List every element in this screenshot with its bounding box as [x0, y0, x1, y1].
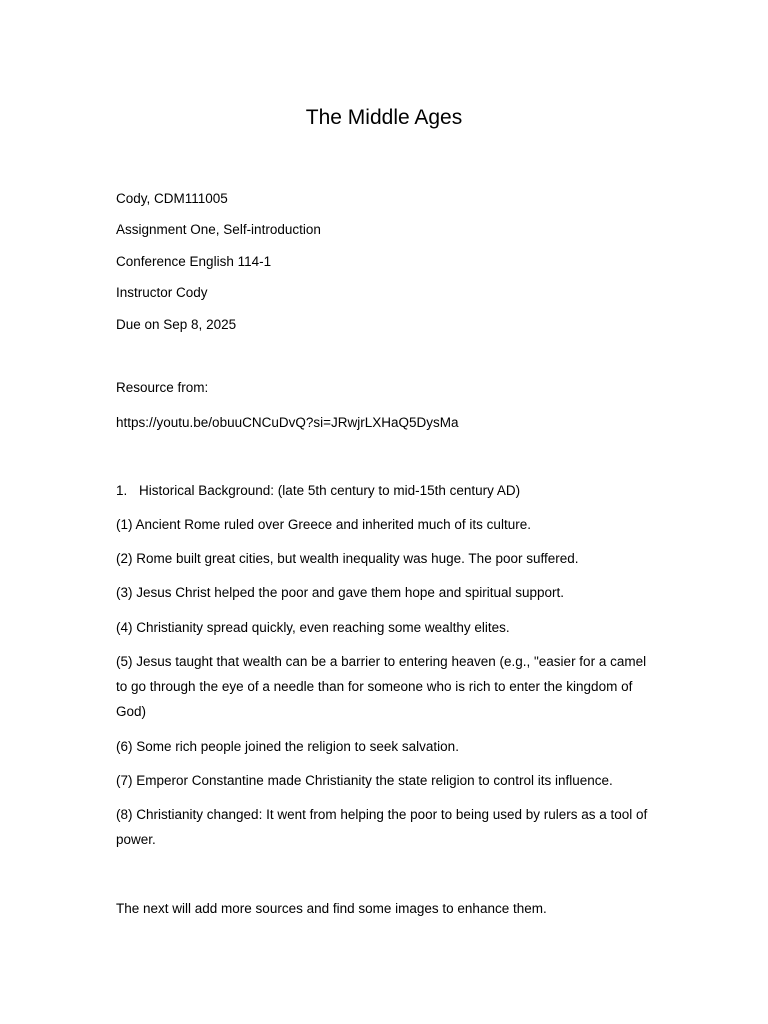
point-1: (1) Ancient Rome ruled over Greece and inherited much of its culture.: [116, 517, 531, 532]
header-line-course: Conference English 114-1: [116, 254, 272, 269]
resource-label: Resource from:: [116, 380, 209, 395]
point-8: (8) Christianity changed: It went from helping the poor to being used by rulers as a tool of power.: [116, 807, 648, 847]
section-heading: [116, 478, 656, 503]
section-number: 1.: [116, 483, 128, 498]
point-4: (4) Christianity spread quickly, even reaching some wealthy elites.: [116, 620, 510, 635]
point-2: (2) Rome built great cities, but wealth inequality was huge. The poor suffered.: [116, 551, 579, 566]
closing-note: The next will add more sources and find some images to enhance them.: [116, 901, 547, 916]
section-heading-text: Historical Background: (late 5th century to mid-15th century AD): [139, 483, 521, 498]
resource-url[interactable]: https://youtu.be/obuuCNCuDvQ?si=JRwjrLXHaQ5DysMa: [116, 415, 459, 430]
point-6: (6) Some rich people joined the religion to seek salvation.: [116, 739, 459, 754]
document-title: The Middle Ages: [305, 106, 463, 129]
header-line-instructor: Instructor Cody: [116, 285, 208, 300]
point-3: (3) Jesus Christ helped the poor and gave them hope and spiritual support.: [116, 585, 565, 600]
header-line-due-date: Due on Sep 8, 2025: [116, 317, 237, 332]
header-line-assignment: Assignment One, Self-introduction: [116, 222, 321, 237]
header-line-name: Cody, CDM111005: [116, 191, 228, 206]
point-7: (7) Emperor Constantine made Christianity the state religion to control its influence.: [116, 773, 613, 788]
point-5: (5) Jesus taught that wealth can be a barrier to entering heaven (e.g., "easier for a camel to go through the eye of a needle than for someone who is rich to enter the kingdom of God): [116, 654, 647, 719]
